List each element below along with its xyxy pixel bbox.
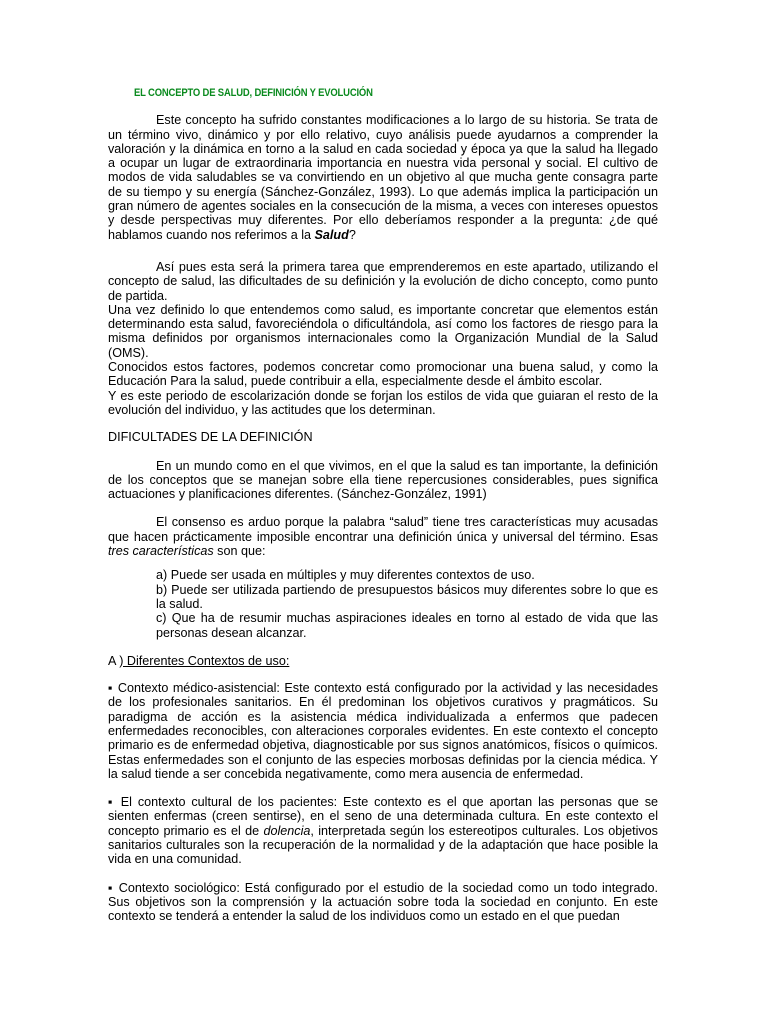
section1-paragraph-1: En un mundo como en el que vivimos, en el que la salud es tan importante, la definición de los conceptos que se manejan sobre ella tiene repercusiones considerables, pues significa actuaciones y planificaciones diferentes. (Sánchez-González, 1991) xyxy=(108,458,658,502)
list-item: b) Puede ser utilizada partiendo de presupuestos básicos muy diferentes sobre lo que es la salud. xyxy=(156,582,658,611)
context-medico-paragraph: ▪ Contexto médico-asistencial: Este contexto está configurado por la actividad y las necesidades de los profesionales sanitarios. En él predominan los objetivos curativos y pragmáticos. Su paradigma de acción es la asistencia médica individualizada a enfermos que padecen enfermedades reconocibles, con alteraciones corporales evidentes. En este contexto el concepto primario es de enfermedad objetiva, diagnosticable por sus signos anatómicos, físicos o químicos. Estas enfermedades son el conjunto de las especies morbosas definidas por la ciencia médica. Y la salud tiende a ser concebida negativamente, como mera ausencia de enfermedad. xyxy=(108,681,658,781)
subsection-a-title: ) Diferentes Contextos de uso: xyxy=(119,653,290,668)
intro-paragraph-1 xyxy=(108,113,658,242)
list-item: c) Que ha de resumir muchas aspiraciones ideales en torno al estado de vida que las personas desean alcanzar. xyxy=(156,611,658,640)
section-heading-dificultades: DIFICULTADES DE LA DEFINICIÓN xyxy=(108,430,313,445)
subsection-heading-a xyxy=(108,654,658,668)
context-cultural-tail: , interpretada según los estereotipos culturales. Los objetivos sanitarios culturales son la recuperación de la normalidad y de la adaptación que hace posible la vida en una comunidad. xyxy=(108,823,658,867)
document-title: EL CONCEPTO DE SALUD, DEFINICIÓN Y EVOLUCIÓN xyxy=(134,87,373,99)
intro-paragraph-5: Y es este periodo de escolarización donde se forjan los estilos de vida que guiaran el resto de la evolución del individuo, y las actitudes que los determinan. xyxy=(108,388,658,417)
context-cultural-text: ▪ El contexto cultural de los pacientes: Este contexto es el que aportan las personas que se sienten enfermas (creen sentirse), en el seno de una determinada cultura. En este contexto el concepto primario es el de xyxy=(108,795,658,838)
section1-p2-tail: son que: xyxy=(213,544,266,559)
context-cultural-paragraph xyxy=(108,795,658,866)
intro-p1-text: Este concepto ha sufrido constantes modificaciones a lo largo de su historia. Se trata de un término vivo, dinámico y por ello relativo, cuyo análisis puede ayudarnos a comprender la valoración y la dinámica en torno a la salud en cada sociedad y época ya que la salud ha llegado a ocupar un lugar de extraordinaria importancia en nuestra vida personal y social. El cultivo de modos de vida saludables se va convirtiendo en un objetivo al que mucha gente consagra parte de su tiempo y su energía (Sánchez-González, 1993). Lo que además implica la participación un gran número de agentes sociales en la consecución de la misma, a veces con intereses opuestos y desde perspectivas muy diferentes. Por ello deberíamos responder a la pregunta: ¿de qué hablamos cuando nos referimos a la xyxy=(108,113,658,242)
intro-paragraph-3: Una vez definido lo que entendemos como salud, es importante concretar que elementos están determinando esta salud, favoreciéndola o dificultándola, así como los factores de riesgo para la misma definidos por organismos internacionales como la Organización Mundial de la Salud (OMS). xyxy=(108,302,658,360)
intro-p1-emphasis: Salud xyxy=(314,227,349,242)
intro-p1-tail: ? xyxy=(348,227,356,242)
section1-p2-text: El consenso es arduo porque la palabra “salud” tiene tres características muy acusadas que hacen prácticamente imposible encontrar una definición única y universal del término. Esas xyxy=(108,515,658,544)
context-cultural-emphasis: dolencia xyxy=(263,823,311,838)
subsection-a-prefix: A xyxy=(108,653,120,668)
list-item: a) Puede ser usada en múltiples y muy diferentes contextos de uso. xyxy=(156,568,535,583)
intro-paragraph-4: Conocidos estos factores, podemos concretar como promocionar una buena salud, y como la Educación Para la salud, puede contribuir a ella, especialmente desde el ámbito escolar. xyxy=(108,360,658,389)
characteristics-list xyxy=(156,568,658,639)
section1-p2-emphasis: tres características xyxy=(108,544,214,559)
section1-paragraph-2 xyxy=(108,515,658,558)
context-sociologico-paragraph: ▪ Contexto sociológico: Está configurado por el estudio de la sociedad como un todo integrado. Sus objetivos son la comprensión y la actuación sobre toda la sociedad en conjunto. En este contexto se tenderá a entender la salud de los individuos como un estado en el que puedan xyxy=(108,880,658,924)
intro-paragraph-2: Así pues esta será la primera tarea que emprenderemos en este apartado, utilizando el concepto de salud, las dificultades de su definición y la evolución de dicho concepto, como punto de partida. xyxy=(108,259,658,303)
